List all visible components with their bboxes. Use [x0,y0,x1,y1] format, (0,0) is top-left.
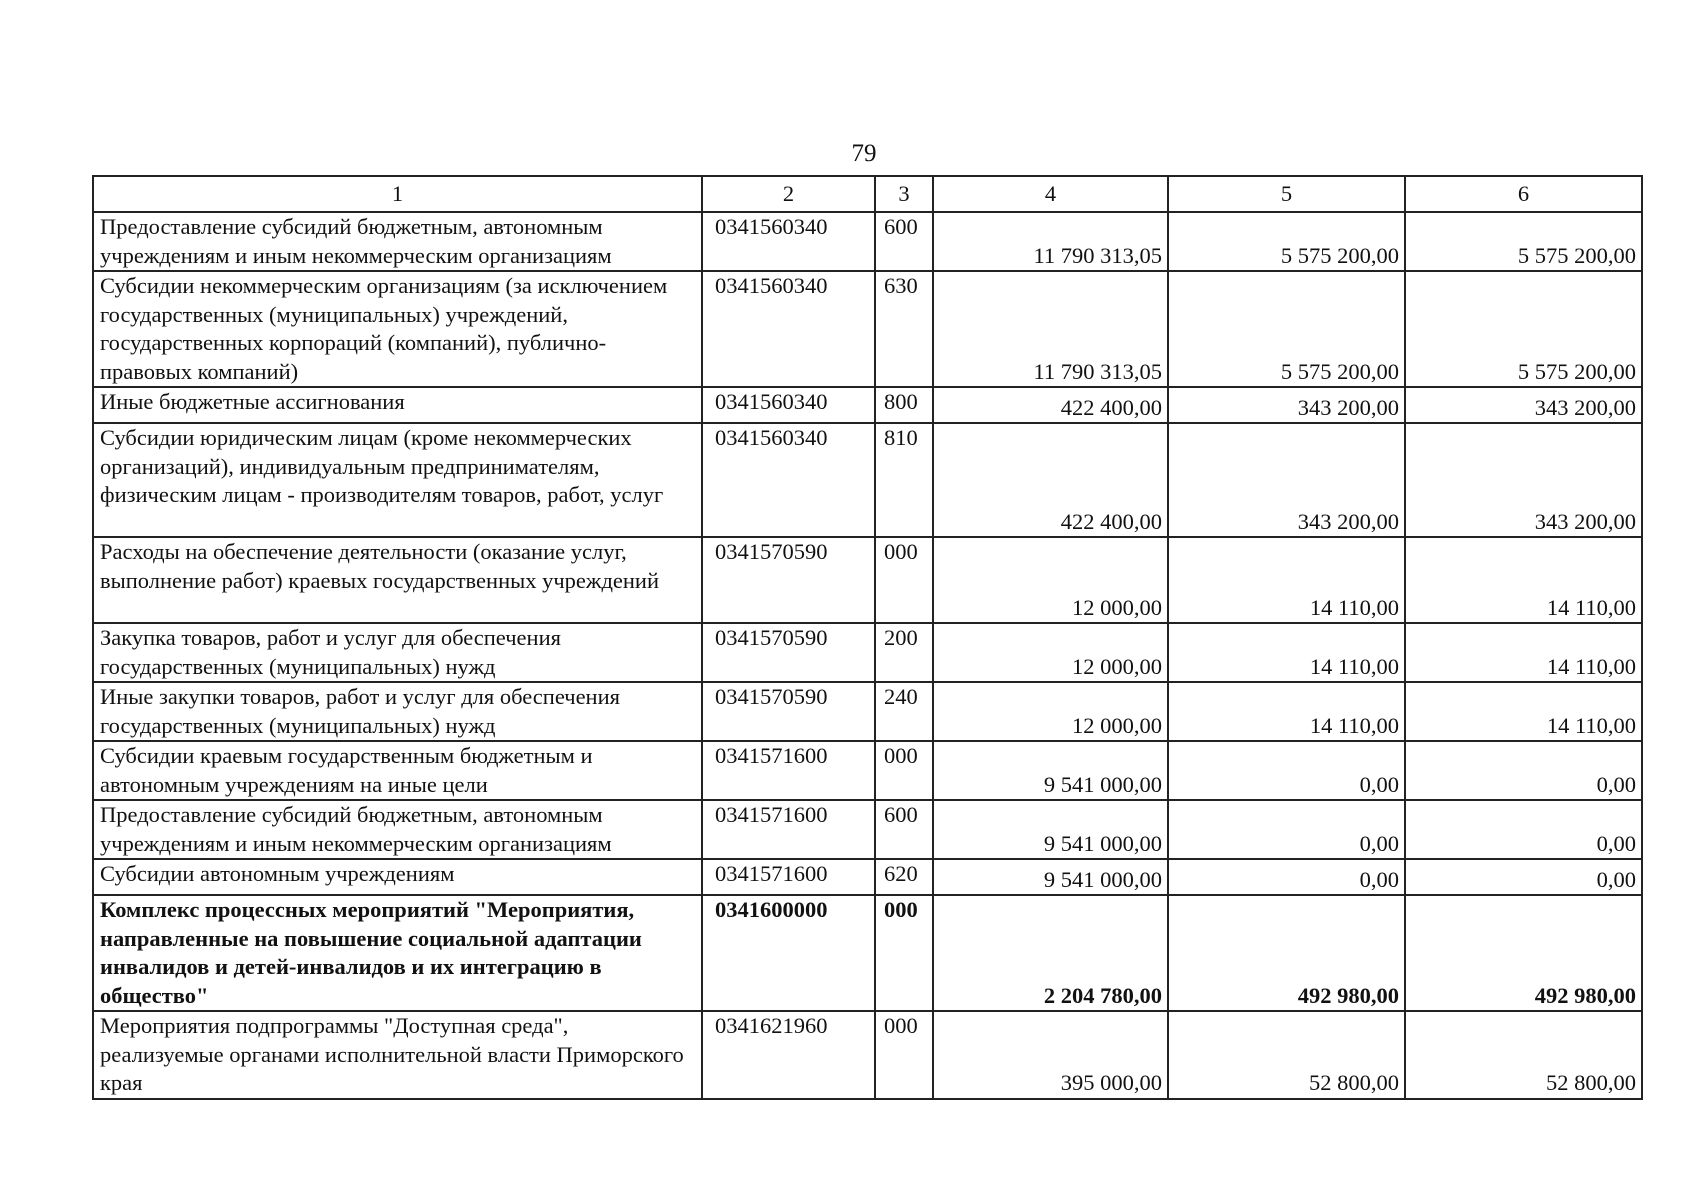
table-row [93,212,1642,271]
row-target-code: 0341571600 [702,741,875,800]
table-row [93,623,1642,682]
row-name: Закупка товаров, работ и услуг для обеспечения государственных (муниципальных) нужд [93,623,702,682]
row-name: Субсидии автономным учреждениям [93,859,702,895]
table-row [93,1011,1642,1099]
row-name: Предоставление субсидий бюджетным, автономным учреждениям и иным некоммерческим организациям [93,212,702,271]
row-name: Расходы на обеспечение деятельности (оказание услуг, выполнение работ) краевых государственных учреждений [93,537,702,623]
header-cell: 2 [702,176,875,212]
row-value-col5: 14 110,00 [1168,537,1405,623]
row-value-col6: 492 980,00 [1405,895,1642,1011]
row-target-code: 0341560340 [702,423,875,537]
row-expense-type: 600 [875,800,933,859]
row-value-col6: 0,00 [1405,800,1642,859]
header-cell: 6 [1405,176,1642,212]
row-name: Комплекс процессных мероприятий "Мероприятия, направленные на повышение социальной адаптации инвалидов и детей-инвалидов и их интеграцию в общество" [93,895,702,1011]
row-value-col4: 9 541 000,00 [933,741,1168,800]
row-target-code: 0341621960 [702,1011,875,1099]
row-value-col5: 5 575 200,00 [1168,212,1405,271]
row-value-col5: 0,00 [1168,741,1405,800]
table-row [93,800,1642,859]
row-value-col5: 0,00 [1168,859,1405,895]
row-expense-type: 240 [875,682,933,741]
row-name: Субсидии краевым государственным бюджетным и автономным учреждениям на иные цели [93,741,702,800]
table-row [93,741,1642,800]
row-expense-type: 200 [875,623,933,682]
row-value-col6: 343 200,00 [1405,423,1642,537]
header-cell: 5 [1168,176,1405,212]
table-row [93,271,1642,387]
row-value-col5: 0,00 [1168,800,1405,859]
row-value-col6: 5 575 200,00 [1405,212,1642,271]
row-value-col6: 0,00 [1405,741,1642,800]
row-expense-type: 000 [875,741,933,800]
row-value-col6: 0,00 [1405,859,1642,895]
row-target-code: 0341570590 [702,537,875,623]
budget-table [92,175,1643,1100]
row-value-col5: 5 575 200,00 [1168,271,1405,387]
row-value-col4: 2 204 780,00 [933,895,1168,1011]
row-target-code: 0341570590 [702,682,875,741]
row-value-col5: 14 110,00 [1168,682,1405,741]
row-value-col6: 14 110,00 [1405,682,1642,741]
row-name: Предоставление субсидий бюджетным, автономным учреждениям и иным некоммерческим организациям [93,800,702,859]
header-cell: 1 [93,176,702,212]
row-expense-type: 810 [875,423,933,537]
row-target-code: 0341570590 [702,623,875,682]
row-name: Субсидии юридическим лицам (кроме некоммерческих организаций), индивидуальным предпринимателям, физическим лицам - производителям товаров, работ, услуг [93,423,702,537]
row-value-col6: 14 110,00 [1405,623,1642,682]
row-value-col4: 9 541 000,00 [933,859,1168,895]
row-value-col5: 492 980,00 [1168,895,1405,1011]
row-expense-type: 800 [875,387,933,423]
row-value-col4: 12 000,00 [933,682,1168,741]
row-expense-type: 000 [875,895,933,1011]
row-value-col6: 343 200,00 [1405,387,1642,423]
row-name: Иные бюджетные ассигнования [93,387,702,423]
row-target-code: 0341560340 [702,387,875,423]
row-value-col4: 12 000,00 [933,537,1168,623]
row-value-col5: 343 200,00 [1168,423,1405,537]
row-value-col4: 422 400,00 [933,387,1168,423]
row-value-col4: 11 790 313,05 [933,212,1168,271]
table-row-subtotal [93,895,1642,1011]
row-target-code: 0341560340 [702,212,875,271]
table-row [93,387,1642,423]
page-number: 79 [851,140,877,167]
row-value-col6: 5 575 200,00 [1405,271,1642,387]
row-expense-type: 630 [875,271,933,387]
row-value-col5: 343 200,00 [1168,387,1405,423]
row-target-code: 0341600000 [702,895,875,1011]
row-value-col4: 11 790 313,05 [933,271,1168,387]
row-target-code: 0341571600 [702,859,875,895]
row-target-code: 0341560340 [702,271,875,387]
row-target-code: 0341571600 [702,800,875,859]
table-row [93,682,1642,741]
row-name: Мероприятия подпрограммы "Доступная среда", реализуемые органами исполнительной власти Приморского края [93,1011,702,1099]
row-value-col4: 12 000,00 [933,623,1168,682]
table-row [93,423,1642,537]
table-row [93,537,1642,623]
header-cell: 4 [933,176,1168,212]
header-cell: 3 [875,176,933,212]
header-row [93,176,1642,212]
row-value-col4: 9 541 000,00 [933,800,1168,859]
row-value-col5: 14 110,00 [1168,623,1405,682]
row-value-col5: 52 800,00 [1168,1011,1405,1099]
row-name: Иные закупки товаров, работ и услуг для обеспечения государственных (муниципальных) нужд [93,682,702,741]
row-expense-type: 000 [875,1011,933,1099]
row-value-col4: 395 000,00 [933,1011,1168,1099]
row-value-col6: 14 110,00 [1405,537,1642,623]
row-expense-type: 620 [875,859,933,895]
row-expense-type: 000 [875,537,933,623]
row-name: Субсидии некоммерческим организациям (за исключением государственных (муниципальных) учреждений, государственных корпораций (компаний), публично-правовых компаний) [93,271,702,387]
row-expense-type: 600 [875,212,933,271]
row-value-col4: 422 400,00 [933,423,1168,537]
table-row [93,859,1642,895]
row-value-col6: 52 800,00 [1405,1011,1642,1099]
